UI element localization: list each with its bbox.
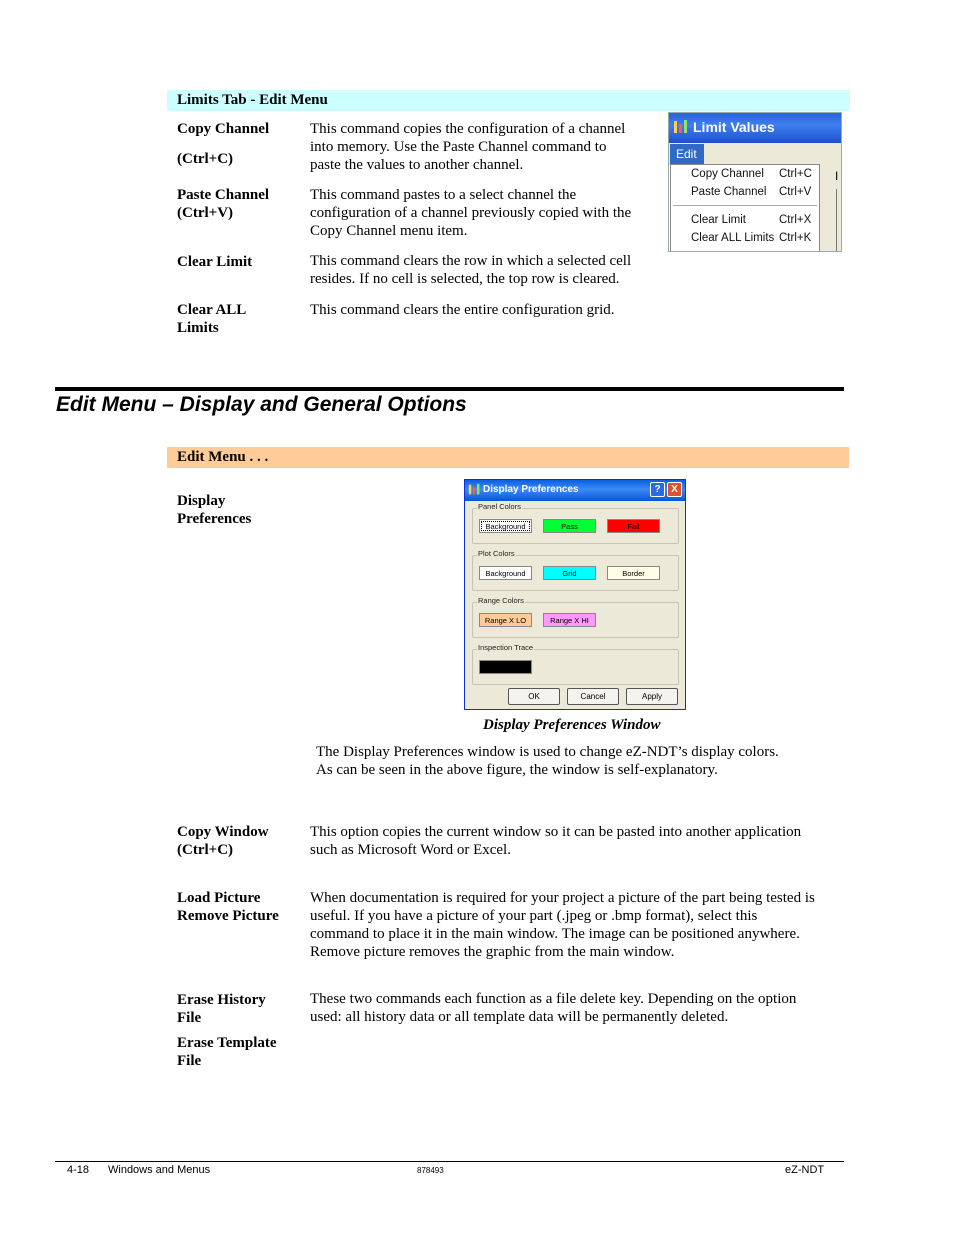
close-button[interactable]: X	[667, 482, 682, 497]
menu-item-label: Clear ALL Limits	[691, 232, 775, 244]
term-clear-limit: Clear Limit	[177, 254, 253, 270]
menu-item-shortcut: Ctrl+C	[779, 168, 812, 180]
group-inspection-trace	[472, 643, 679, 685]
menu-item-copy-channel[interactable]	[671, 168, 819, 186]
desc-load-remove-picture: When documentation is required for your project a picture of the part being tested is useful. If you have a picture of your part (.jpeg or .bmp format), select this command to place it in the main window. The image can be positioned anywhere. Remove picture removes the graphic from the main window.	[310, 890, 815, 960]
app-icon	[673, 119, 689, 135]
figure-caption: Display Preferences Window	[483, 717, 661, 733]
limit-values-titlebar	[669, 113, 842, 143]
term-erase-history-file: Erase History File	[177, 992, 266, 1026]
desc-display-preferences: The Display Preferences window is used to change eZ-NDT’s display colors. As can be seen in the above figure, the window is self-explanatory.	[316, 744, 779, 778]
edit-menu[interactable]: Edit	[670, 144, 704, 164]
group-plot-colors	[472, 549, 679, 591]
desc-copy-window: This option copies the current window so it can be pasted into another application such as Microsoft Word or Excel.	[310, 824, 802, 858]
footer-page-number: 4-18	[67, 1164, 90, 1176]
group-label: Inspection Trace	[478, 643, 534, 652]
range-x-hi-button[interactable]: Range X HI	[543, 613, 596, 627]
desc-clear-all-limits: This command clears the entire configuration grid.	[310, 302, 615, 318]
term-copy-window: Copy Window (Ctrl+C)	[177, 824, 269, 858]
range-x-lo-button[interactable]: Range X LO	[479, 613, 532, 627]
app-icon	[468, 483, 481, 496]
heading-rule	[55, 387, 844, 391]
group-label: Range Colors	[478, 596, 524, 605]
footer-rule	[55, 1161, 844, 1162]
menu-item-clear-all-limits[interactable]	[671, 232, 819, 250]
apply-button[interactable]: Apply	[626, 688, 678, 705]
column-edge	[836, 189, 841, 251]
panel-pass-button[interactable]: Pass	[543, 519, 596, 533]
cancel-button[interactable]: Cancel	[567, 688, 619, 705]
term-copy-channel: Copy Channel	[177, 121, 270, 137]
section-heading: Edit Menu – Display and General Options	[56, 393, 467, 416]
term-load-remove-picture: Load Picture Remove Picture	[177, 890, 279, 924]
desc-copy-channel: This command copies the configuration of a channel into memory. Use the Paste Channel command to paste the values to another channel.	[310, 121, 626, 173]
menu-item-shortcut: Ctrl+X	[779, 214, 812, 226]
edit-menu-bar: Edit Menu . . .	[167, 447, 849, 468]
display-preferences-titlebar	[465, 480, 685, 501]
limit-values-screenshot	[668, 112, 842, 252]
ok-button[interactable]: OK	[508, 688, 560, 705]
menu-item-label: Paste Channel	[691, 186, 767, 198]
group-range-colors	[472, 596, 679, 638]
edit-dropdown	[670, 164, 820, 252]
panel-fail-button[interactable]: Fail	[607, 519, 660, 533]
display-preferences-window	[464, 479, 686, 710]
plot-grid-button[interactable]: Grid	[543, 566, 596, 580]
term-clear-all-limits: Clear ALL Limits	[177, 302, 247, 336]
limit-values-title: Limit Values	[693, 119, 775, 135]
footer-section: Windows and Menus	[108, 1164, 211, 1176]
desc-paste-channel: This command pastes to a select channel the configuration of a channel previously copied with the Copy Channel menu item.	[310, 187, 632, 239]
limits-edit-menu-bar: Limits Tab - Edit Menu	[167, 90, 850, 111]
group-panel-colors	[472, 502, 679, 544]
term-erase-template-file: Erase Template File	[177, 1035, 277, 1069]
menu-item-paste-channel[interactable]	[671, 186, 819, 204]
footer-doc-number: 878493	[417, 1166, 444, 1175]
term-copy-channel-shortcut: (Ctrl+C)	[177, 151, 234, 167]
menu-item-label: Clear Limit	[691, 214, 746, 226]
term-paste-channel: Paste Channel (Ctrl+V)	[177, 187, 270, 221]
inspection-trace-button[interactable]	[479, 660, 532, 674]
term-display-preferences: Display Preferences	[177, 493, 252, 527]
menu-item-label: Copy Channel	[691, 168, 764, 180]
desc-erase-files: These two commands each function as a file delete key. Depending on the option used: all history data or all template data will be permanently deleted.	[310, 991, 797, 1025]
panel-background-button[interactable]: Background	[479, 519, 532, 533]
help-button[interactable]: ?	[650, 482, 665, 497]
menu-item-shortcut: Ctrl+K	[779, 232, 812, 244]
footer-product: eZ-NDT	[785, 1164, 825, 1176]
plot-background-button[interactable]: Background	[479, 566, 532, 580]
group-label: Panel Colors	[478, 502, 521, 511]
plot-border-button[interactable]: Border	[607, 566, 660, 580]
menu-item-shortcut: Ctrl+V	[779, 186, 812, 198]
group-label: Plot Colors	[478, 549, 515, 558]
menu-item-clear-limit[interactable]	[671, 214, 819, 232]
display-preferences-title: Display Preferences	[483, 484, 579, 495]
desc-clear-limit: This command clears the row in which a selected cell resides. If no cell is selected, the top row is cleared.	[310, 253, 632, 287]
menu-separator	[673, 205, 817, 206]
window-background	[820, 165, 842, 252]
edge-glyph: I	[835, 169, 839, 183]
